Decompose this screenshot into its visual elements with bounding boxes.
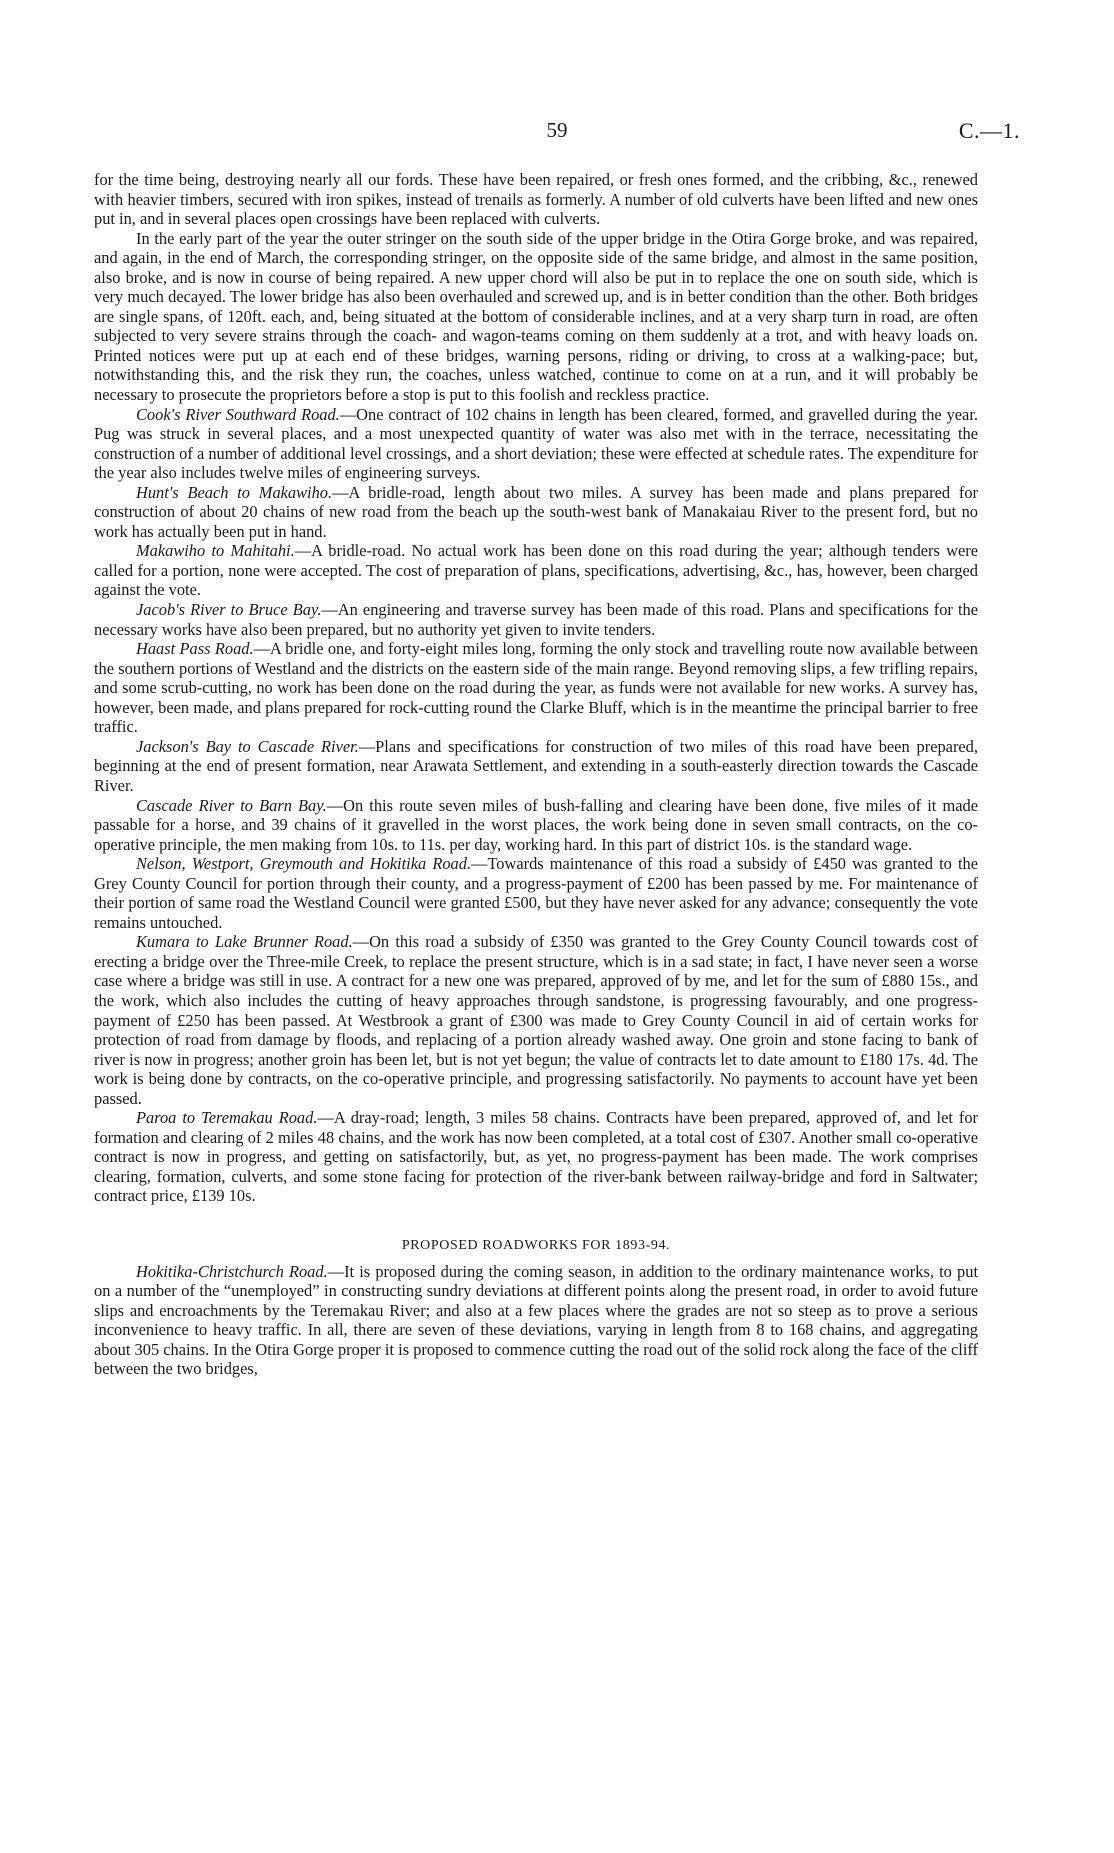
paragraph bbox=[94, 737, 978, 796]
paragraph bbox=[94, 170, 978, 229]
paragraph-text: —It is proposed during the coming season, in addition to the ordinary maintenance works, to put on a number of the “unemployed” in constructing sundry deviations at different points along the present road, in order to avoid future slips and encroachments by the Teremakau River; and also at a few places where the grades are not so steep as to prove a serious inconvenience to heavy traffic. In all, there are seven of these deviations, varying in length from 8 to 168 chains, and aggregating about 305 chains. In the Otira Gorge proper it is proposed to commence cutting the road out of the solid rock along the face of the cliff between the two bridges, bbox=[94, 1261, 978, 1379]
paragraph bbox=[94, 541, 978, 600]
paragraph-text: —A dray-road; length, 3 miles 58 chains. Contracts have been prepared, approved of, and let for formation and clearing of 2 miles 48 chains, and the work has now been completed, at a total cost of £307. Another small co-operative contract is now in progress, and getting on satisfactorily, but, as yet, no progress-payment has been made. The work comprises clearing, formation, culverts, and some stone facing for protection of the river-bank between railway-bridge and ford in Saltwater; contract price, £139 10s. bbox=[94, 1108, 979, 1206]
paragraph bbox=[94, 932, 978, 1108]
paragraph bbox=[94, 854, 978, 932]
section-heading: PROPOSED ROADWORKS FOR 1893-94. bbox=[401, 1237, 671, 1253]
paragraph bbox=[94, 405, 978, 483]
page-header bbox=[94, 118, 1020, 154]
paragraph-text: In the early part of the year the outer stringer on the south side of the upper bridge in the Otira Gorge broke, and was repaired, and again, in the end of March, the corresponding stringer, on the opposite side of the same bridge, and almost in the same position, also broke, and is now in course of being repaired. A new upper chord will also be put in to replace the one on south side, which is very much decayed. The lower bridge has also been overhauled and screwed up, and is in better condition than the other. Both bridges are single spans, of 120ft. each, and, being situated at the bottom of considerable inclines, and at a very sharp turn in road, are often subjected to very severe strains through the coach- and wagon-teams coming on them suddenly at a trot, and with heavy loads on. Printed notices were put up at each end of these bridges, warning persons, riding or driving, to cross at a walking-pace; but, notwithstanding this, and the risk they run, the coaches, unless watched, continue to come on at a run, and it will probably be necessary to prosecute the proprietors before a stop is put to this foolish and reckless practice. bbox=[94, 228, 978, 405]
road-title: Hokitika-Christchurch Road. bbox=[136, 1261, 328, 1281]
paragraph bbox=[94, 229, 978, 405]
paragraph-text: —A bridle-road. No actual work has been done on this road during the year; although tenders were called for a portion, none were accepted. The cost of preparation of plans, specifications, advertising, &c., has, however, been charged against the vote. bbox=[94, 541, 978, 600]
road-title: Nelson, Westport, Greymouth and Hokitika Road. bbox=[136, 854, 472, 874]
paragraph-text: —An engineering and traverse survey has been made of this road. Plans and specifications for the necessary works have also been prepared, but no authority yet given to invite tenders. bbox=[94, 600, 979, 639]
paragraph-text: —Plans and specifications for construction of two miles of this road have been prepared, beginning at the end of present formation, near Arawata Settlement, and extending in a south-easterly direction towards the Cascade River. bbox=[94, 736, 978, 795]
road-title: Makawiho to Mahitahi. bbox=[136, 541, 295, 561]
paragraph-text: for the time being, destroying nearly all our fords. These have been repaired, or fresh ones formed, and the cribbing, &c., renewed with heavier timbers, secured with iron spikes, instead of trenails as formerly. A number of old culverts have been lifted and new ones put in, and in several places open crossings have been replaced with culverts. bbox=[94, 170, 978, 229]
paragraph-text: —Towards maintenance of this road a subsidy of £450 was granted to the Grey County Council for portion through their county, and a progress-payment of £200 has been passed by me. For maintenance of their portion of same road the Westland Council were granted £500, but they have never asked for any advance; consequently the vote remains untouched. bbox=[94, 854, 979, 932]
road-title: Hunt's Beach to Makawiho. bbox=[136, 482, 333, 502]
paragraph-text: —One contract of 102 chains in length has been cleared, formed, and gravelled during the year. Pug was struck in several places, and a most unexpected quantity of water was also met with in the terrace, necessitating the construction of a number of additional level crossings, and a short deviation; these were effected at schedule rates. The expenditure for the year also includes twelve miles of engineering surveys. bbox=[94, 404, 978, 483]
paragraph-text: —On this route seven miles of bush-falling and clearing have been done, five miles of it made passable for a horse, and 39 chains of it gravelled in the worst places, the work being done in seven small contracts, on the co-operative principle, the men making from 10s. to 11s. per day, working hard. In this part of district 10s. is the standard wage. bbox=[94, 795, 978, 854]
paragraph bbox=[94, 796, 978, 855]
road-title: Jacob's River to Bruce Bay. bbox=[136, 600, 322, 620]
paragraph bbox=[94, 600, 978, 639]
paragraph bbox=[94, 1262, 978, 1379]
paragraph bbox=[94, 1108, 978, 1206]
road-title: Cascade River to Barn Bay. bbox=[136, 795, 327, 815]
road-title: Haast Pass Road. bbox=[136, 639, 254, 659]
road-title: Paroa to Teremakau Road. bbox=[136, 1108, 318, 1128]
paragraph bbox=[94, 639, 978, 737]
paragraph-text: —A bridle one, and forty-eight miles long, forming the only stock and travelling route now available between the southern portions of Westland and the districts on the eastern side of the main range. Beyond removing slips, a few trifling repairs, and some scrub-cutting, no work has been done on the road during the year, as funds were not available for new works. A survey has, however, been made, and plans prepared for rock-cutting round the Clarke Bluff, which is in the meantime the principal barrier to free traffic. bbox=[94, 639, 979, 737]
road-title: Jackson's Bay to Cascade River. bbox=[136, 736, 359, 756]
paragraph-text: —A bridle-road, length about two miles. A survey has been made and plans prepared for construction of about 20 chains of new road from the beach up the south-west bank of Manakaiau River to the present ford, but no work has actually been put in hand. bbox=[94, 482, 978, 541]
paragraph bbox=[94, 483, 978, 542]
road-title: Cook's River Southward Road. bbox=[136, 404, 340, 424]
paragraph-text: —On this road a subsidy of £350 was granted to the Grey County Council towards cost of erecting a bridge over the Three-mile Creek, to replace the present structure, which is in a sad state; in fact, I have never seen a worse case where a bridge was still in use. A contract for a new one was prepared, approved of by me, and let for the sum of £880 15s., and the work, which also includes the cutting of heavy approaches through sandstone, is progressing favourably, and one progress-payment of £250 has been passed. At Westbrook a grant of £300 was made to Grey County Council in aid of certain works for protection of road from damage by floods, and replacing of a portion already washed away. One groin and stone facing to bank of river is now in progress; another groin has been let, but is not yet begun; the value of contracts let to date amount to £180 17s. 4d. The work is being done by contracts, on the co-operative principle, and progressing satisfactorily. No payments to account have yet been passed. bbox=[94, 932, 978, 1108]
road-title: Kumara to Lake Brunner Road. bbox=[136, 932, 353, 952]
page-number: 59 bbox=[546, 118, 568, 142]
document-reference: C.—1. bbox=[958, 118, 1020, 143]
document-body bbox=[94, 170, 978, 1379]
